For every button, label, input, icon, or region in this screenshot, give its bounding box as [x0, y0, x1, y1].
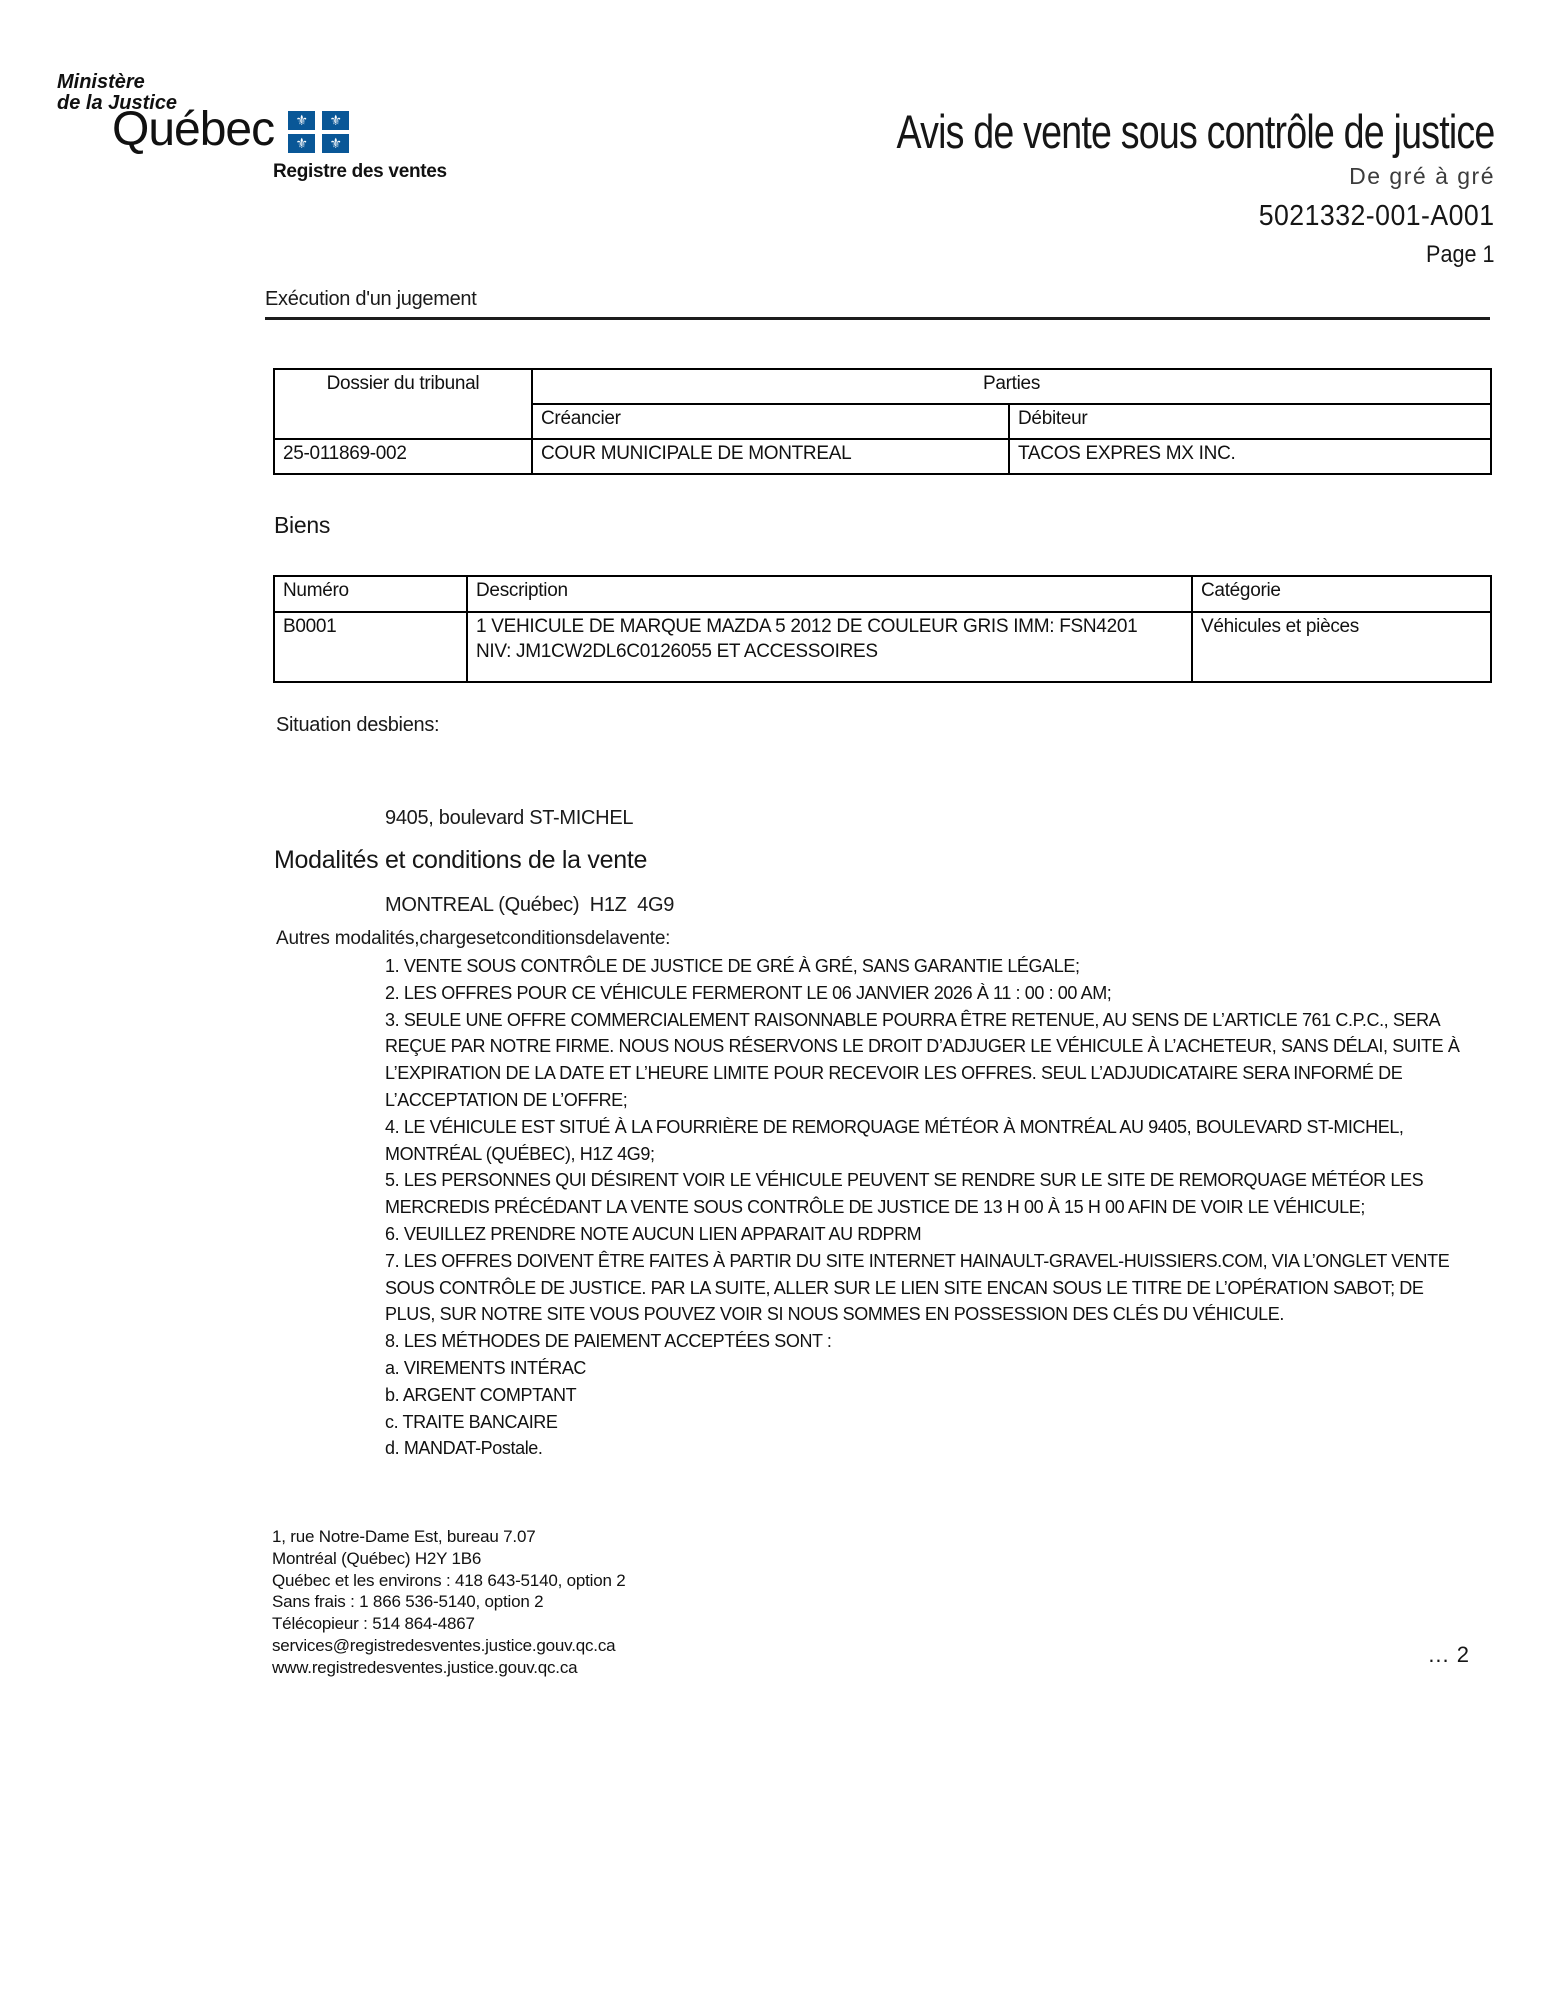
cell-creancier-name: COUR MUNICIPALE DE MONTREAL — [532, 439, 1009, 474]
fleur-de-lis-icon: ⚜ — [288, 134, 315, 153]
footer-email: services@registredesventes.justice.gouv.qc.ca — [272, 1635, 616, 1655]
document-header — [747, 105, 1495, 269]
header-dossier-tribunal: Dossier du tribunal — [274, 369, 532, 439]
cell-bien-description — [467, 612, 1192, 682]
ministry-line1: Ministère — [57, 71, 145, 93]
condition-item: 8. LES MÉTHODES DE PAIEMENT ACCEPTÉES SONT : — [385, 1331, 832, 1352]
footer-phone-quebec: Québec et les environs : 418 643-5140, option 2 — [272, 1570, 626, 1590]
fleur-de-lis-icon: ⚜ — [322, 134, 349, 153]
cell-debiteur-name: TACOS EXPRES MX INC. — [1009, 439, 1491, 474]
condition-item: d. MANDAT-Postale. — [385, 1438, 543, 1459]
quebec-wordmark: Québec — [112, 103, 275, 156]
document-title: Avis de vente sous contrôle de justice — [896, 105, 1495, 158]
cell-bien-categorie: Véhicules et pièces — [1192, 612, 1491, 682]
description-line1: 1 VEHICULE DE MARQUE MAZDA 5 2012 DE COULEUR GRIS IMM: FSN4201 — [476, 616, 1138, 637]
condition-item: 5. LES PERSONNES QUI DÉSIRENT VOIR LE VÉHICULE PEUVENT SE RENDRE SUR LE SITE DE REMORQUAGE MÉTÉOR LES MERCREDIS PRÉCÉDANT LA VENTE SOUS CONTRÔLE DE JUSTICE DE 13 H 00 À 15 H 00 AFIN DE VOIR LE VÉHICULE; — [385, 1170, 1424, 1218]
biens-heading: Biens — [274, 512, 331, 538]
document-number: 5021332-001-A001 — [1259, 200, 1495, 232]
fleur-de-lis-icon: ⚜ — [288, 111, 315, 130]
next-page-indicator: ... 2 — [1428, 1642, 1470, 1667]
header-creancier: Créancier — [532, 404, 1009, 439]
footer-phone-tollfree: Sans frais : 1 866 536-5140, option 2 — [272, 1592, 544, 1612]
header-parties: Parties — [532, 369, 1491, 404]
address-line1: 9405, boulevard ST-MICHEL — [385, 807, 634, 829]
footer-address-line1: 1, rue Notre-Dame Est, bureau 7.07 — [272, 1527, 536, 1546]
table-row — [274, 612, 1491, 682]
situation-des-biens-label: Situation desbiens: — [276, 714, 440, 736]
quebec-logo — [112, 103, 349, 156]
condition-item: 2. LES OFFRES POUR CE VÉHICULE FERMERONT LE 06 JANVIER 2026 À 11 : 00 : 00 AM; — [385, 982, 1112, 1003]
registry-contact-block — [272, 1526, 626, 1679]
table-row — [274, 439, 1491, 474]
condition-item: 4. LE VÉHICULE EST SITUÉ À LA FOURRIÈRE DE REMORQUAGE MÉTÉOR À MONTRÉAL AU 9405, BOULEVARD ST-MICHEL, MONTRÉAL (QUÉBEC), H1Z 4G9; — [385, 1116, 1404, 1164]
cell-dossier-number: 25-011869-002 — [274, 439, 532, 474]
quebec-flag-icon — [288, 111, 349, 153]
page-number-label: Page 1 — [1426, 241, 1495, 268]
header-debiteur: Débiteur — [1009, 404, 1491, 439]
condition-item: 6. VEUILLEZ PRENDRE NOTE AUCUN LIEN APPARAIT AU RDPRM — [385, 1223, 922, 1244]
footer-address-line2: Montréal (Québec) H2Y 1B6 — [272, 1548, 482, 1568]
condition-item: 3. SEULE UNE OFFRE COMMERCIALEMENT RAISONNABLE POURRA ÊTRE RETENUE, AU SENS DE L’ARTICLE 761 C.P.C., SERA REÇUE PAR NOTRE FIRME. NOUS NOUS RÉSERVONS LE DROIT D’ADJUGER LE VÉHICULE À L’ACHETEUR, SANS DÉLAI, SUITE À L’EXPIRATION DE LA DATE ET L’HEURE LIMITE POUR RECEVOIR LES OFFRES. SEUL L’ADJUDICATAIRE SERA INFORMÉ DE L’ACCEPTATION DE L’OFFRE; — [385, 1009, 1460, 1110]
tribunal-parties-table — [273, 368, 1492, 475]
header-description: Description — [467, 576, 1192, 612]
condition-item: a. VIREMENTS INTÉRAC — [385, 1357, 587, 1378]
document-subtitle: De gré à gré — [1349, 163, 1495, 189]
footer-fax: Télécopieur : 514 864-4867 — [272, 1614, 475, 1634]
section-execution-jugement: Exécution d'un jugement — [265, 288, 1490, 320]
condition-item: 1. VENTE SOUS CONTRÔLE DE JUSTICE DE GRÉ À GRÉ, SANS GARANTIE LÉGALE; — [385, 956, 1080, 976]
autres-modalites-label: Autres modalités,chargesetconditionsdelavente: — [276, 928, 671, 949]
biens-table — [273, 575, 1492, 683]
footer-website: www.registredesventes.justice.gouv.qc.ca — [272, 1657, 578, 1677]
fleur-de-lis-icon: ⚜ — [322, 111, 349, 130]
registry-label: Registre des ventes — [273, 161, 447, 182]
description-line2: NIV: JM1CW2DL6C0126055 ET ACCESSOIRES — [476, 641, 878, 662]
condition-item: b. ARGENT COMPTANT — [385, 1384, 577, 1405]
cell-bien-numero: B0001 — [274, 612, 467, 682]
conditions-list — [385, 953, 1467, 1462]
condition-item: c. TRAITE BANCAIRE — [385, 1411, 558, 1432]
address-line2: MONTREAL (Québec) H1Z 4G9 — [385, 894, 675, 916]
header-categorie: Catégorie — [1192, 576, 1491, 612]
modalites-heading: Modalités et conditions de la vente — [274, 846, 648, 874]
condition-item: 7. LES OFFRES DOIVENT ÊTRE FAITES À PARTIR DU SITE INTERNET HAINAULT-GRAVEL-HUISSIERS.COM, VIA L’ONGLET VENTE SOUS CONTRÔLE DE JUSTICE. PAR LA SUITE, ALLER SUR LE LIEN SITE ENCAN SOUS LE TITRE DE L’OPÉRATION SABOT; DE PLUS, SUR NOTRE SITE VOUS POUVEZ VOIR SI NOUS SOMMES EN POSSESSION DES CLÉS DU VÉHICULE. — [385, 1250, 1450, 1325]
ministry-line2: de la Justice — [57, 92, 178, 114]
header-numero: Numéro — [274, 576, 467, 612]
